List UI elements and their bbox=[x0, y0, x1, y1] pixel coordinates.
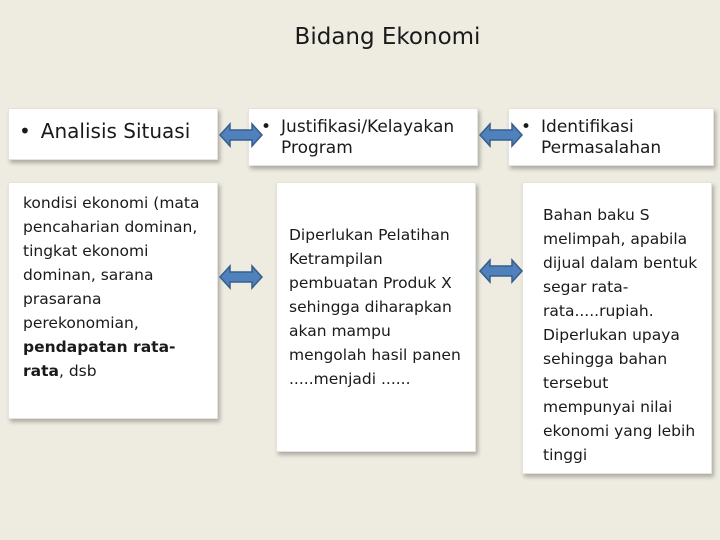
box-heading: Analisis Situasi bbox=[40, 119, 191, 143]
box-body: Bahan baku S melimpah, apabila dijual dalam bentuk segar rata-rata.....rupiah. Diperlukan upaya sehingga bahan tersebut mempunyai nilai ekonomi yang lebih tinggi bbox=[543, 206, 698, 464]
bullet: • bbox=[261, 117, 272, 137]
body-text: kondisi ekonomi (mata pencaharian dominan, tingkat ekonomi dominan, sarana prasarana perekonomian, bbox=[23, 194, 200, 332]
bullet: • bbox=[521, 117, 532, 137]
double-arrow-icon bbox=[218, 262, 264, 292]
body-text-end: , dsb bbox=[58, 362, 97, 380]
box-heading: Justifikasi/Kelayakan Program bbox=[281, 117, 455, 158]
double-arrow-icon bbox=[478, 120, 524, 150]
box-identifikasi-header bbox=[508, 108, 714, 166]
page-title: Bidang Ekonomi bbox=[294, 24, 481, 50]
bullet: • bbox=[19, 119, 31, 143]
box-analisis-situasi-header bbox=[8, 108, 218, 160]
double-arrow-icon bbox=[218, 120, 264, 150]
box-body bbox=[9, 183, 217, 383]
box-analisis-situasi-body bbox=[8, 182, 218, 419]
box-justifikasi-header bbox=[248, 108, 478, 166]
box-justifikasi-body bbox=[276, 182, 476, 452]
box-heading: Identifikasi Permasalahan bbox=[541, 117, 662, 158]
box-identifikasi-body bbox=[522, 182, 712, 474]
body-text-bold: pendapatan rata-rata bbox=[23, 338, 176, 380]
box-body: Diperlukan Pelatihan Ketrampilan pembuatan Produk X sehingga diharapkan akan mampu mengolah hasil panen .....menjadi ...... bbox=[289, 226, 461, 388]
double-arrow-icon bbox=[478, 256, 524, 286]
